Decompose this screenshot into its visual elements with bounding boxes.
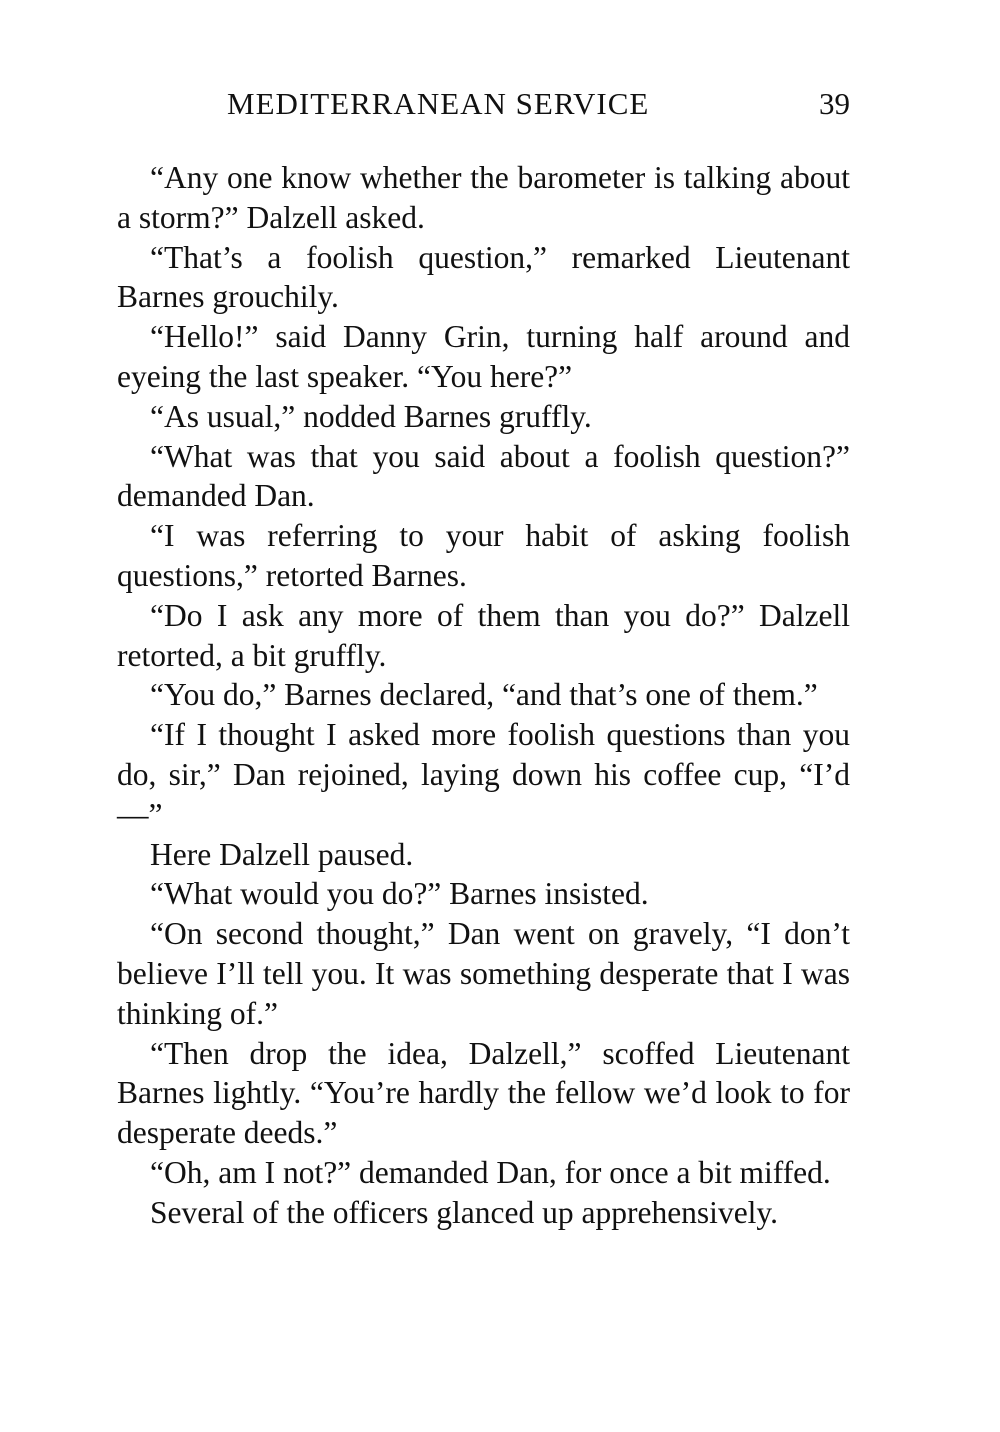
paragraph: “Hello!” said Danny Grin, turning half around and eyeing the last speaker. “You here?” — [117, 319, 850, 394]
paragraph: “I was referring to your habit of asking foolish questions,” retorted Barnes. — [117, 518, 850, 593]
paragraph: “Oh, am I not?” demanded Dan, for once a bit miffed. — [150, 1154, 831, 1190]
paragraph: “Do I ask any more of them than you do?” Dalzell retorted, a bit gruffly. — [117, 597, 850, 673]
body-text — [117, 158, 850, 1233]
paragraph: “Any one know whether the barometer is talking about a storm?” Dalzell asked. — [117, 160, 850, 235]
book-page — [117, 80, 850, 1233]
running-title: MEDITERRANEAN SERVICE — [227, 86, 650, 121]
paragraph: “That’s a foolish question,” remarked Lieutenant Barnes grouchily. — [117, 239, 850, 315]
paragraph: “What would you do?” Barnes insisted. — [150, 876, 649, 912]
paragraph: “If I thought I asked more foolish questions than you do, sir,” Dan rejoined, laying down his coffee cup, “I’d —” — [117, 717, 850, 832]
paragraph: “As usual,” nodded Barnes gruffly. — [150, 398, 592, 434]
paragraph: Several of the officers glanced up apprehensively. — [150, 1194, 779, 1230]
running-head — [117, 80, 850, 128]
paragraph: “On second thought,” Dan went on gravely, “I don’t believe I’ll tell you. It was something desperate that I was thinking of.” — [117, 916, 850, 1031]
paragraph: “Then drop the idea, Dalzell,” scoffed Lieutenant Barnes lightly. “You’re hardly the fellow we’d look to for desperate deeds.” — [117, 1035, 850, 1151]
paragraph: “You do,” Barnes declared, “and that’s one of them.” — [150, 677, 818, 713]
paragraph: “What was that you said about a foolish question?” demanded Dan. — [117, 438, 850, 514]
paragraph: Here Dalzell paused. — [150, 836, 414, 872]
page-number: 39 — [819, 86, 850, 121]
